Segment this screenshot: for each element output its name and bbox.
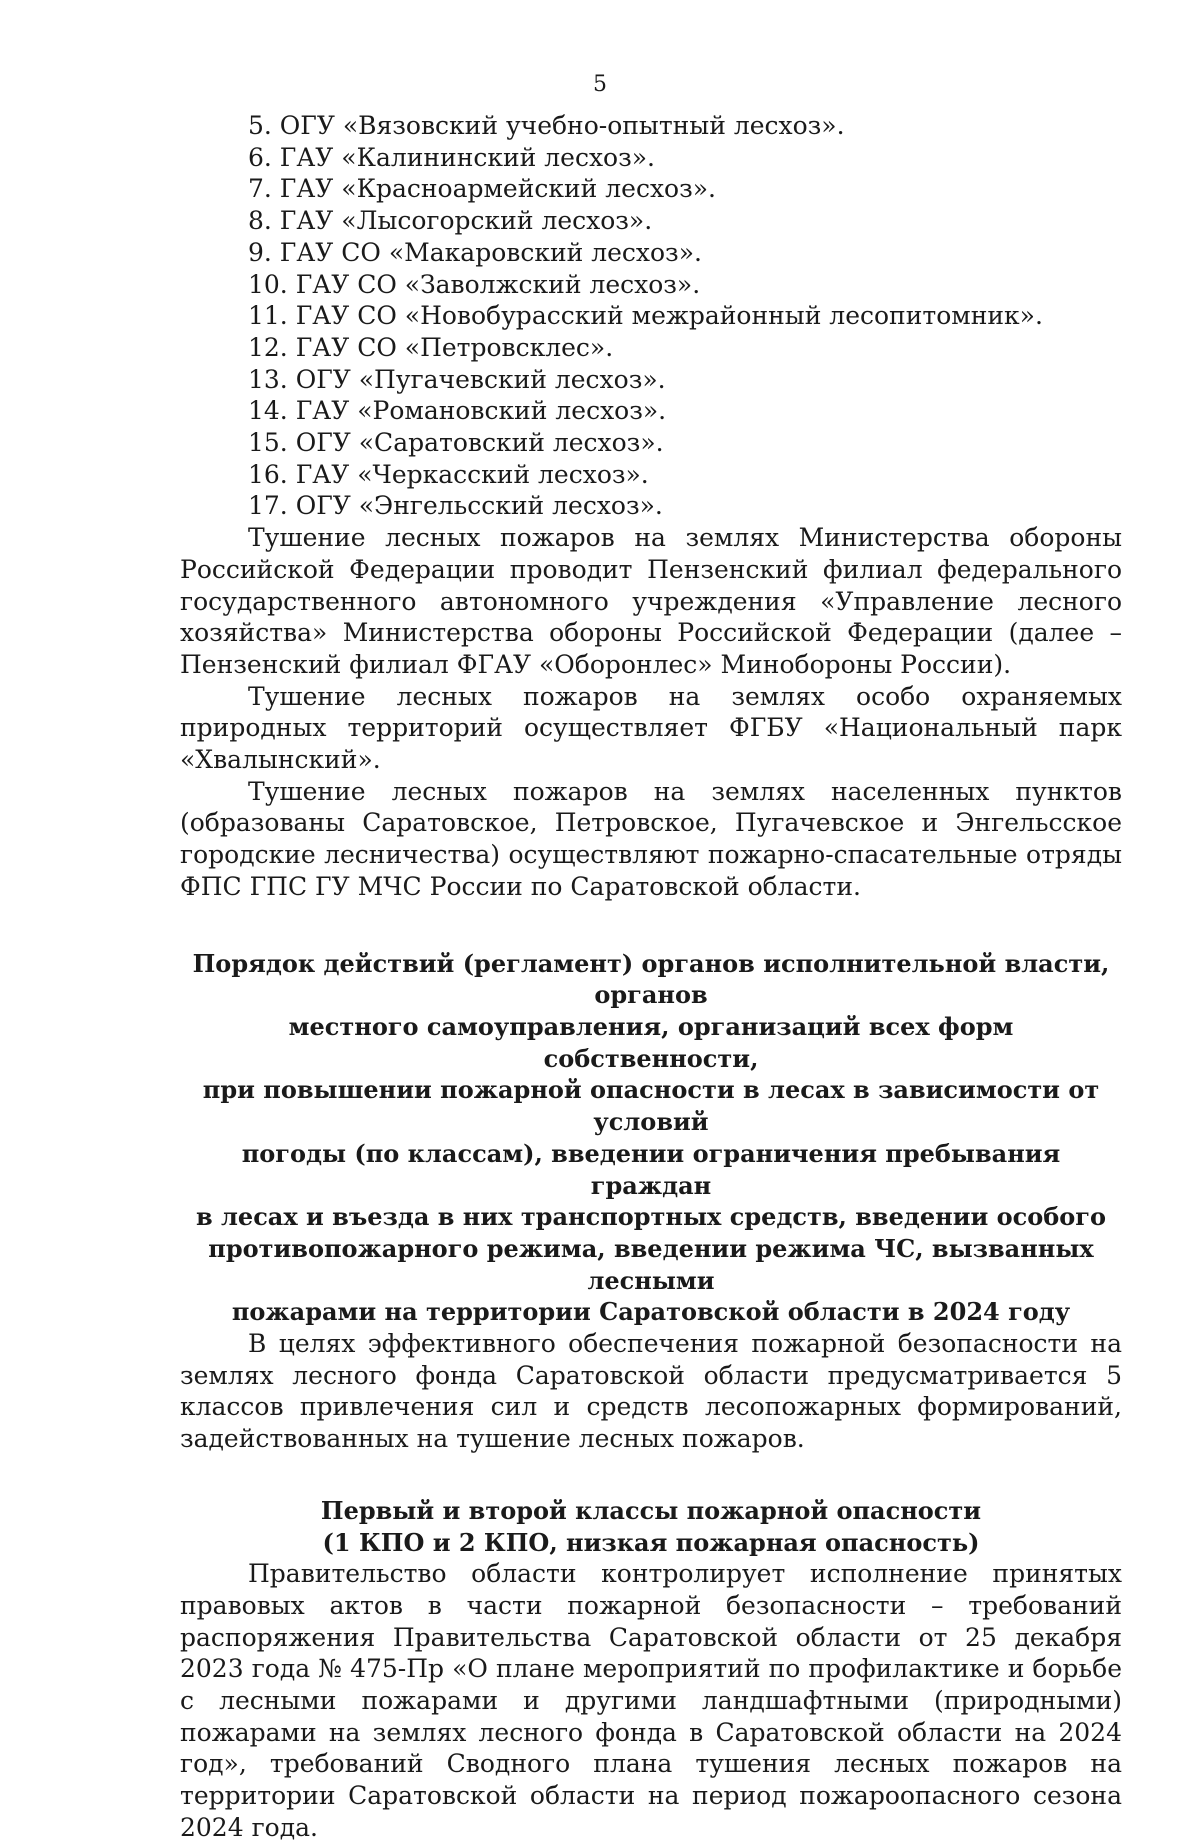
spacer bbox=[180, 903, 1122, 948]
list-item: 5. ОГУ «Вязовский учебно-опытный лесхоз». bbox=[248, 111, 845, 140]
list-item: 8. ГАУ «Лысогорский лесхоз». bbox=[248, 206, 653, 236]
spacer bbox=[180, 1455, 1122, 1495]
list-item: 14. ГАУ «Романовский лесхоз». bbox=[248, 396, 667, 426]
heading-line: в лесах и въезда в них транспортных средств, введении особого bbox=[195, 1202, 1107, 1232]
page-number: 5 bbox=[593, 72, 607, 97]
list-item: 7. ГАУ «Красноармейский лесхоз». bbox=[248, 174, 716, 204]
leskhoz-list bbox=[180, 110, 1122, 522]
heading-line: пожарами на территории Саратовской области в 2024 году bbox=[231, 1297, 1071, 1327]
heading-line: противопожарного режима, введении режима ЧС, вызванных лесными bbox=[208, 1233, 1094, 1295]
paragraph-defense-lands: Тушение лесных пожаров на землях Министерства обороны Российской Федерации проводит Пензенский филиал федерального государственного автономного учреждения «Управление лесного хозяйства» Министерства обороны Российской Федерации (далее – Пензенский филиал ФГАУ «Оборонлес» Минобороны России). bbox=[180, 523, 1122, 679]
list-item: 11. ГАУ СО «Новобурасский межрайонный лесопитомник». bbox=[248, 301, 1043, 331]
heading-line: Порядок действий (регламент) органов исполнительной власти, органов bbox=[192, 948, 1110, 1010]
list-item: 12. ГАУ СО «Петровсклес». bbox=[248, 332, 614, 362]
heading-line: (1 КПО и 2 КПО, низкая пожарная опасность) bbox=[322, 1527, 980, 1557]
section-heading-first-second-class bbox=[180, 1495, 1122, 1558]
paragraph-settlements: Тушение лесных пожаров на землях населенных пунктов (образованы Саратовское, Петровское, Пугачевское и Энгельсское городские лесничества) осуществляют пожарно-спасательные отряды ФПС ГПС ГУ МЧС России по Саратовской области. bbox=[180, 776, 1122, 901]
paragraph-government-control: Правительство области контролирует исполнение принятых правовых актов в части пожарной безопасности – требований распоряжения Правительства Саратовской области от 25 декабря 2023 года № 475-Пр «О плане мероприятий по профилактике и борьбе с лесными пожарами и другими ландшафтными (природными) пожарами на землях лесного фонда в Саратовской области на 2024 год», требований Сводного плана тушения лесных пожаров на территории Саратовской области на период пожароопасного сезона 2024 года. bbox=[180, 1559, 1122, 1842]
section-heading-procedure bbox=[180, 948, 1122, 1328]
list-item: 6. ГАУ «Калининский лесхоз». bbox=[248, 142, 655, 172]
list-item: 15. ОГУ «Саратовский лесхоз». bbox=[248, 428, 664, 458]
heading-line: погоды (по классам), введении ограничения пребывания граждан bbox=[241, 1138, 1061, 1200]
list-item: 16. ГАУ «Черкасский лесхоз». bbox=[248, 459, 649, 489]
heading-line: местного самоуправления, организаций всех форм собственности, bbox=[288, 1011, 1014, 1073]
paragraph-protected-areas: Тушение лесных пожаров на землях особо охраняемых природных территорий осуществляет ФГБУ «Национальный парк «Хвалынский». bbox=[180, 681, 1122, 775]
list-item: 9. ГАУ СО «Макаровский лесхоз». bbox=[248, 237, 702, 267]
document-body bbox=[180, 110, 1122, 1844]
paragraph-fire-classes: В целях эффективного обеспечения пожарной безопасности на землях лесного фонда Саратовской области предусматривается 5 классов привлечения сил и средств лесопожарных формирований, задействованных на тушение лесных пожаров. bbox=[180, 1329, 1122, 1454]
heading-line: Первый и второй классы пожарной опасности bbox=[320, 1495, 982, 1525]
heading-line: при повышении пожарной опасности в лесах в зависимости от условий bbox=[202, 1075, 1100, 1137]
list-item: 10. ГАУ СО «Заволжский лесхоз». bbox=[248, 269, 701, 299]
list-item: 17. ОГУ «Энгельсский лесхоз». bbox=[248, 491, 663, 521]
list-item: 13. ОГУ «Пугачевский лесхоз». bbox=[248, 364, 666, 394]
